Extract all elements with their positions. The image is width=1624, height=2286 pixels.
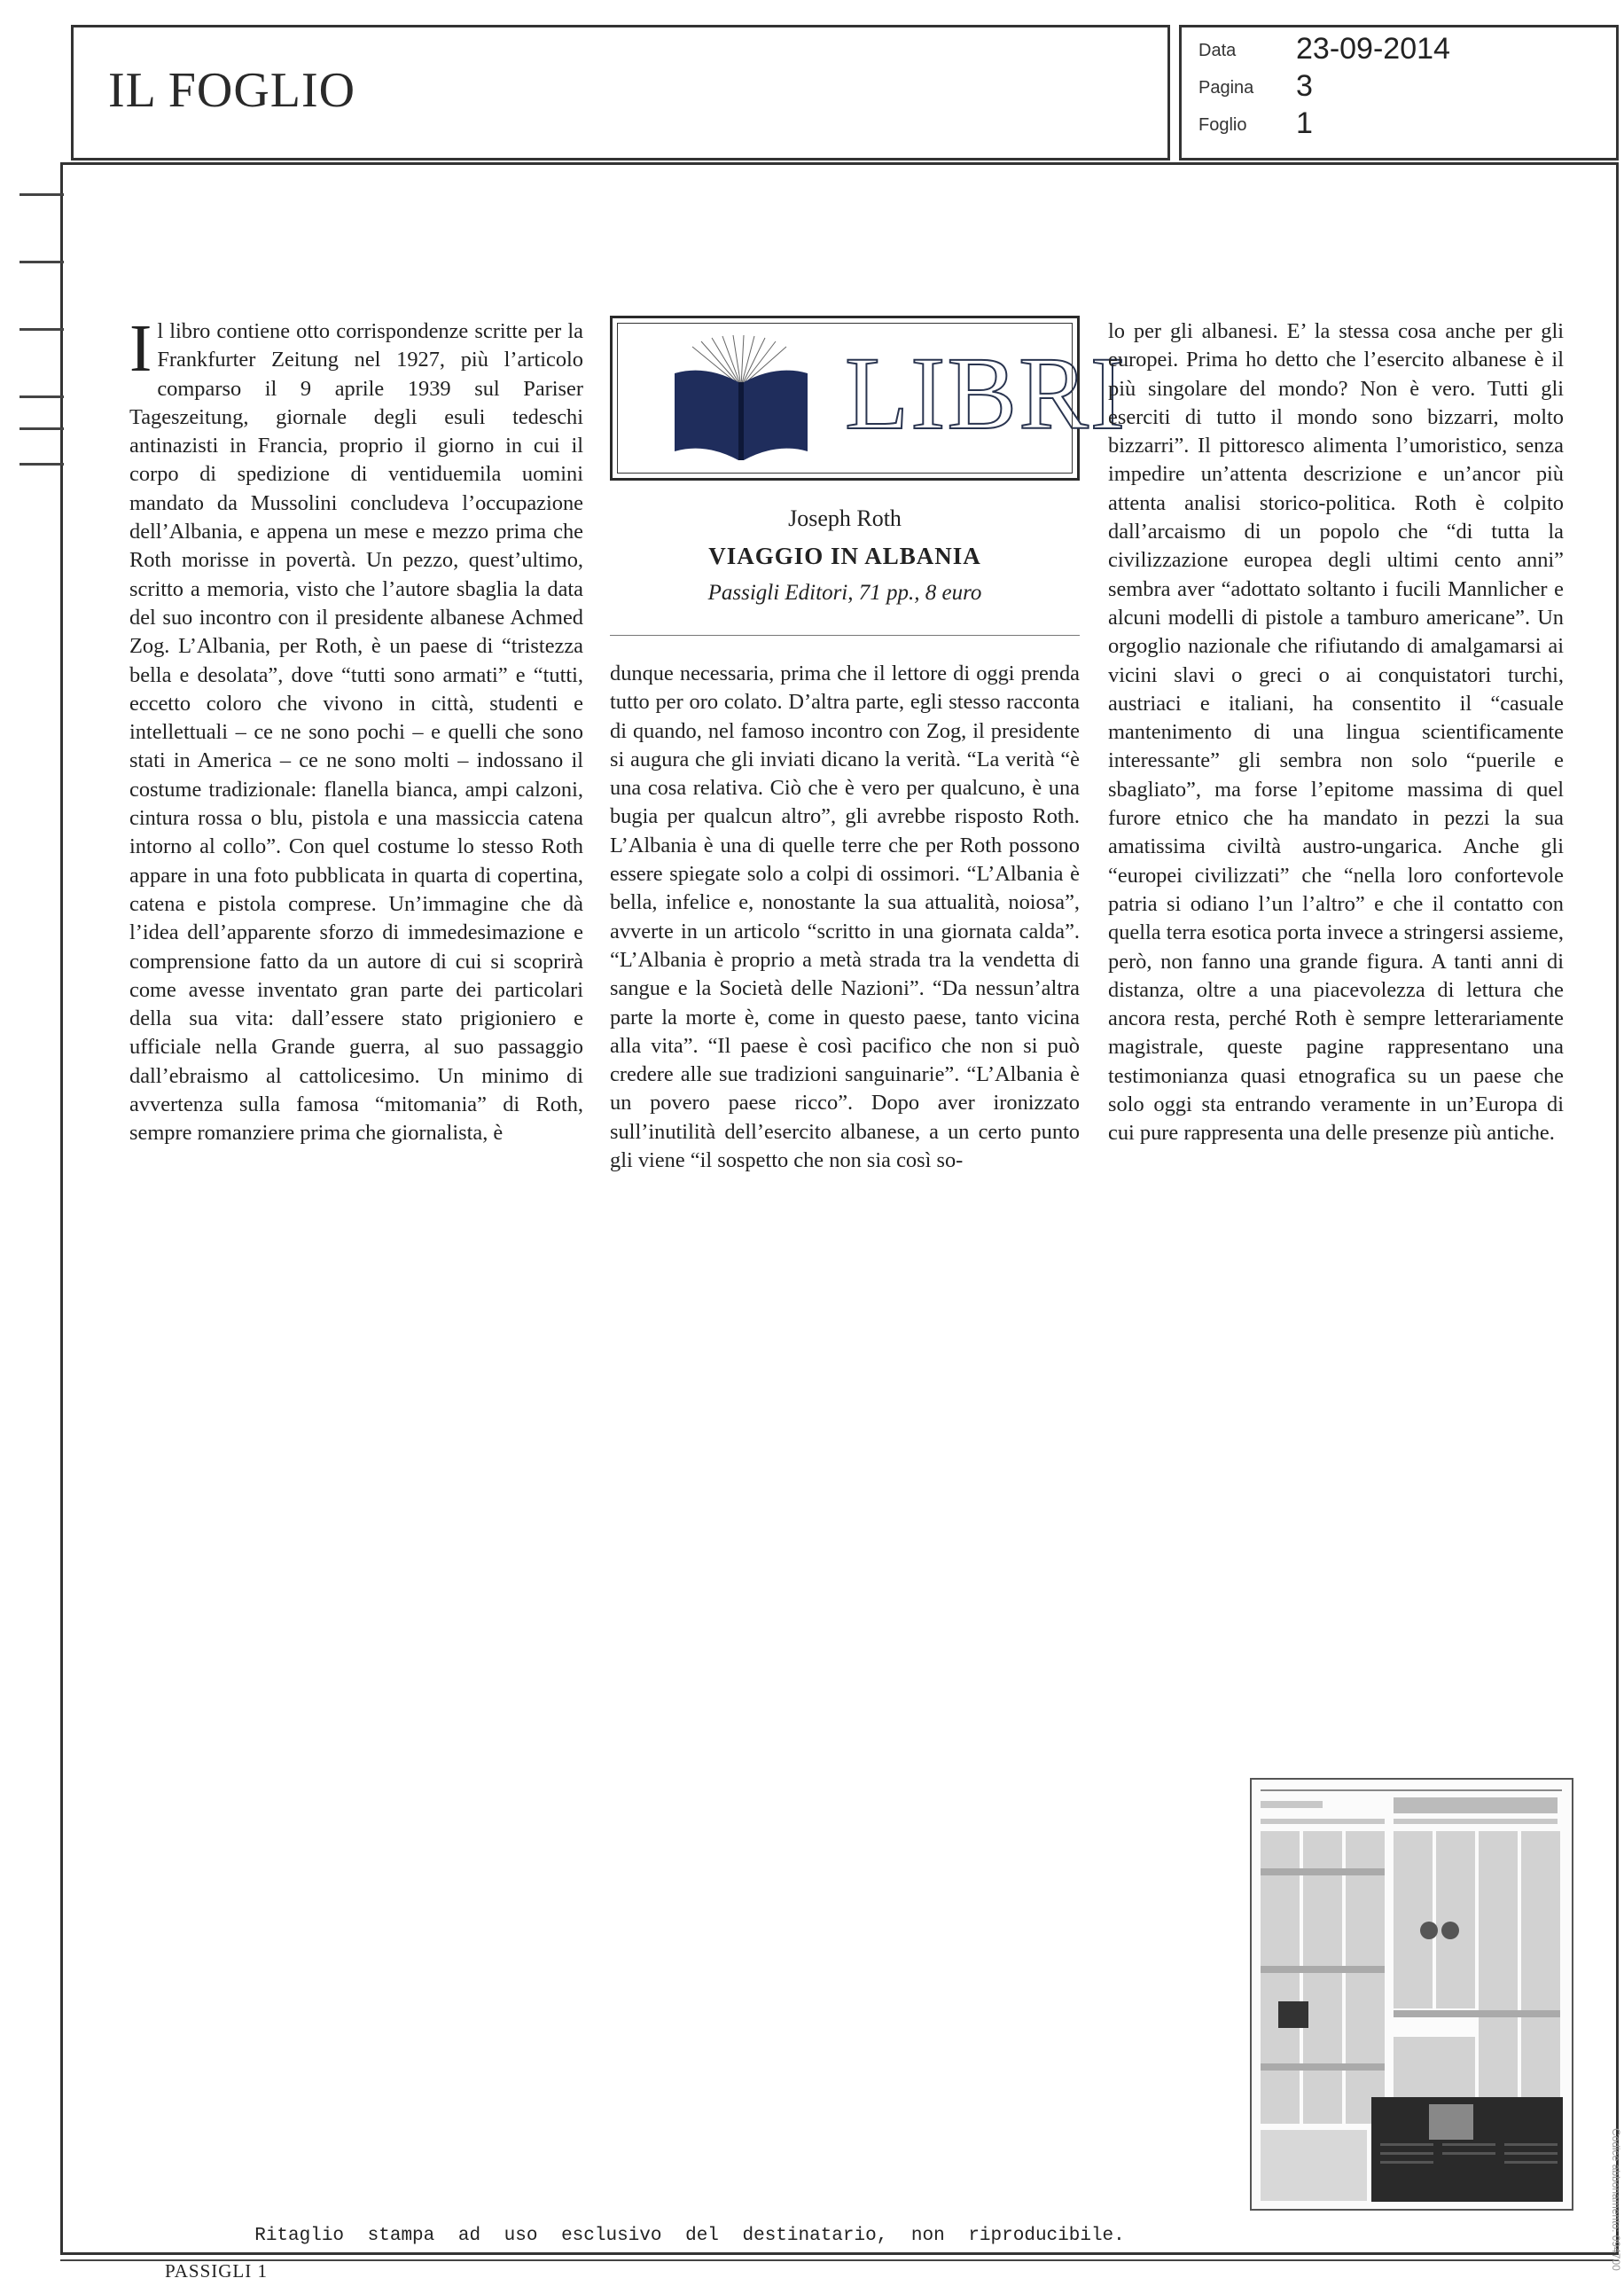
margin-tick <box>20 427 64 430</box>
article-column-1 <box>129 311 583 1148</box>
book-publisher: Passigli Editori, 71 pp., 8 euro <box>707 581 982 605</box>
book-info-divider <box>610 635 1080 636</box>
footer-reproduction-note: Ritaglio stampa ad uso esclusivo del destinatario, non riproducibile. <box>254 2226 1125 2246</box>
margin-tick <box>20 395 64 398</box>
article-column-2: dunque necessaria, prima che il lettore di oggi prenda tutto per oro colato. D’altra parte, egli stesso racconta di quando, nel famoso incontro con Zog, il presidente si augura che gli inviati dicano la verità. “La verità “è una cosa relativa. Ciò che è vero per qualcuno, è una bugia per qualcun altro”, gli avrebbe risposto Roth. L’Albania è una di quelle terre che per Roth possono essere spiegate solo a colpi di ossimori. “L’Albania è bella, infelice e, nonostante la sua attualità, noiosa”, avverte in un articolo “scritto in una giornata calda”. “L’Albania è proprio a metà strada tra la vendetta di sangue e la Società delle Nazioni”. “Da nessun’altra parte la morte è, come in questo paese, tanto vicina alla vita”. “Il paese è così pacifico che non si può credere alle sue tradizioni sanguinarie”. “L’Albania è un povero paese ricco”. Dopo aver ironizzato sull’inutilità dell’esercito albanese, a un certo punto gli viene “il sospetto che non sia così so- <box>610 662 1080 1173</box>
foglio-value: 1 <box>1296 106 1313 140</box>
pagina-label: Pagina <box>1198 78 1254 98</box>
pagina-value: 3 <box>1296 69 1313 103</box>
book-author: Joseph Roth <box>788 505 902 531</box>
article-text-1: l libro contiene otto corrispondenze scritte per la Frankfurter Zeitung nel 1927, più l’articolo comparso il 9 aprile 1939 sul Pariser Tageszeitung, giornale degli esuli tedeschi antinazisti in Francia, proprio il giorno in cui il corpo di spedizione di ventiduemila uomini mandato da Mussolini concludeva l’occupazione dell’Albania, e appena un mese e mezzo prima che Roth morisse in povertà. Un pezzo, quest’ultimo, scritto a memoria, visto che l’autore sbaglia la data del suo incontro con il presidente albanese Achmed Zog. L’Albania, per Roth, è un paese di “tristezza bella e desolata”, dove “tutti sono armati” e “tutti, eccetto coloro che vivono in città, studenti e intellettuali – ce ne sono pochi – e quelli che sono stati in America – ce ne sono molti – indossano il costume tradizionale: flanella bianca, ampi calzoni, cintura rossa o blu, pistola e una massiccia catena intorno al collo”. Con quel costume lo stesso Roth appare in una foto pubblicata in quarta di copertina, catena e pistola comprese. Un’immagine che dà l’idea dell’apparente sforzo di immedesimazione e comprensione fatto da un autore di cui si scoprirà come avesse inventato gran parte dei particolari della sua vita: dall’essere stato prigioniero e ufficiale nella Grande guerra, al suo passaggio dall’ebraismo al cattolicesimo. Un minimo di avvertenza sulla famosa “mitomania” di Roth, sempre romanziere prima che giornalista, è <box>129 319 583 1146</box>
publication-name: IL FOGLIO <box>108 63 356 118</box>
foglio-label: Foglio <box>1198 115 1247 135</box>
page-thumbnail-graphic <box>1252 1780 1572 2209</box>
libri-logo-word: LIBRI <box>845 335 1128 451</box>
margin-tick <box>20 328 64 331</box>
data-value: 23-09-2014 <box>1296 32 1450 66</box>
open-book-icon <box>666 338 816 462</box>
margin-tick <box>20 463 64 466</box>
subscription-code: Codice abbonamento: 094700 <box>1610 2128 1622 2271</box>
drop-cap: I <box>129 311 152 386</box>
article-column-3: lo per gli albanesi. E’ la stessa cosa anche per gli europei. Prima ho detto che l’esercito albanese è il più singolare del mondo? Non è vero. Tutti gli eserciti di tutto il mondo sono bizzarri, molto bizzarri”. Il pittoresco alimenta l’umoristico, senza impedire un’attenta descrizione e un’ancor più attenta analisi storico-politica. Roth è colpito dall’arcaismo di un popolo che “di tutta la civilizzazione europea degli ultimi cento anni” sembra aver “adottato soltanto i fucili Mannlicher e alcuni modelli di pistole a tamburo americane”. Un orgoglio nazionale che rifiutando di amalgamarsi ai vicini slavi o greci o ai conquistatori turchi, austriaci e italiani, ha consentito il “casuale mantenimento di una lingua scientificamente interessante” gli sembra non solo “puerile e sbagliato”, ma forse l’epitome massima di quel furore etnico che ha mandato in pezzi la sua amatissima civiltà austro-ungarica. Anche gli “europei civilizzati” che “nella loro confortevole patria si odiano l’un l’altro” e che il contatto con quella terra esotica porta invece a stringersi assieme, però, non fanno una grande figura. A tanti anni di distanza, oltre a una piacevolezza di lettura che ancora resta, perché Roth è sempre letterariamente magistrale, queste pagine rappresentano una testimonianza quasi etnografica su un paese che solo oggi sta entrando veramente in un’Europa di cui pure rappresenta una delle presenze più antiche. <box>1108 319 1564 1146</box>
libri-section-logo <box>610 316 1128 481</box>
book-title: VIAGGIO IN ALBANIA <box>708 543 981 569</box>
margin-tick <box>20 261 64 263</box>
data-label: Data <box>1198 41 1237 60</box>
footer-rule <box>60 2259 1619 2261</box>
footer-code: PASSIGLI 1 <box>165 2260 269 2282</box>
margin-tick <box>20 193 64 196</box>
page-thumbnail-icon <box>1250 1778 1573 2211</box>
